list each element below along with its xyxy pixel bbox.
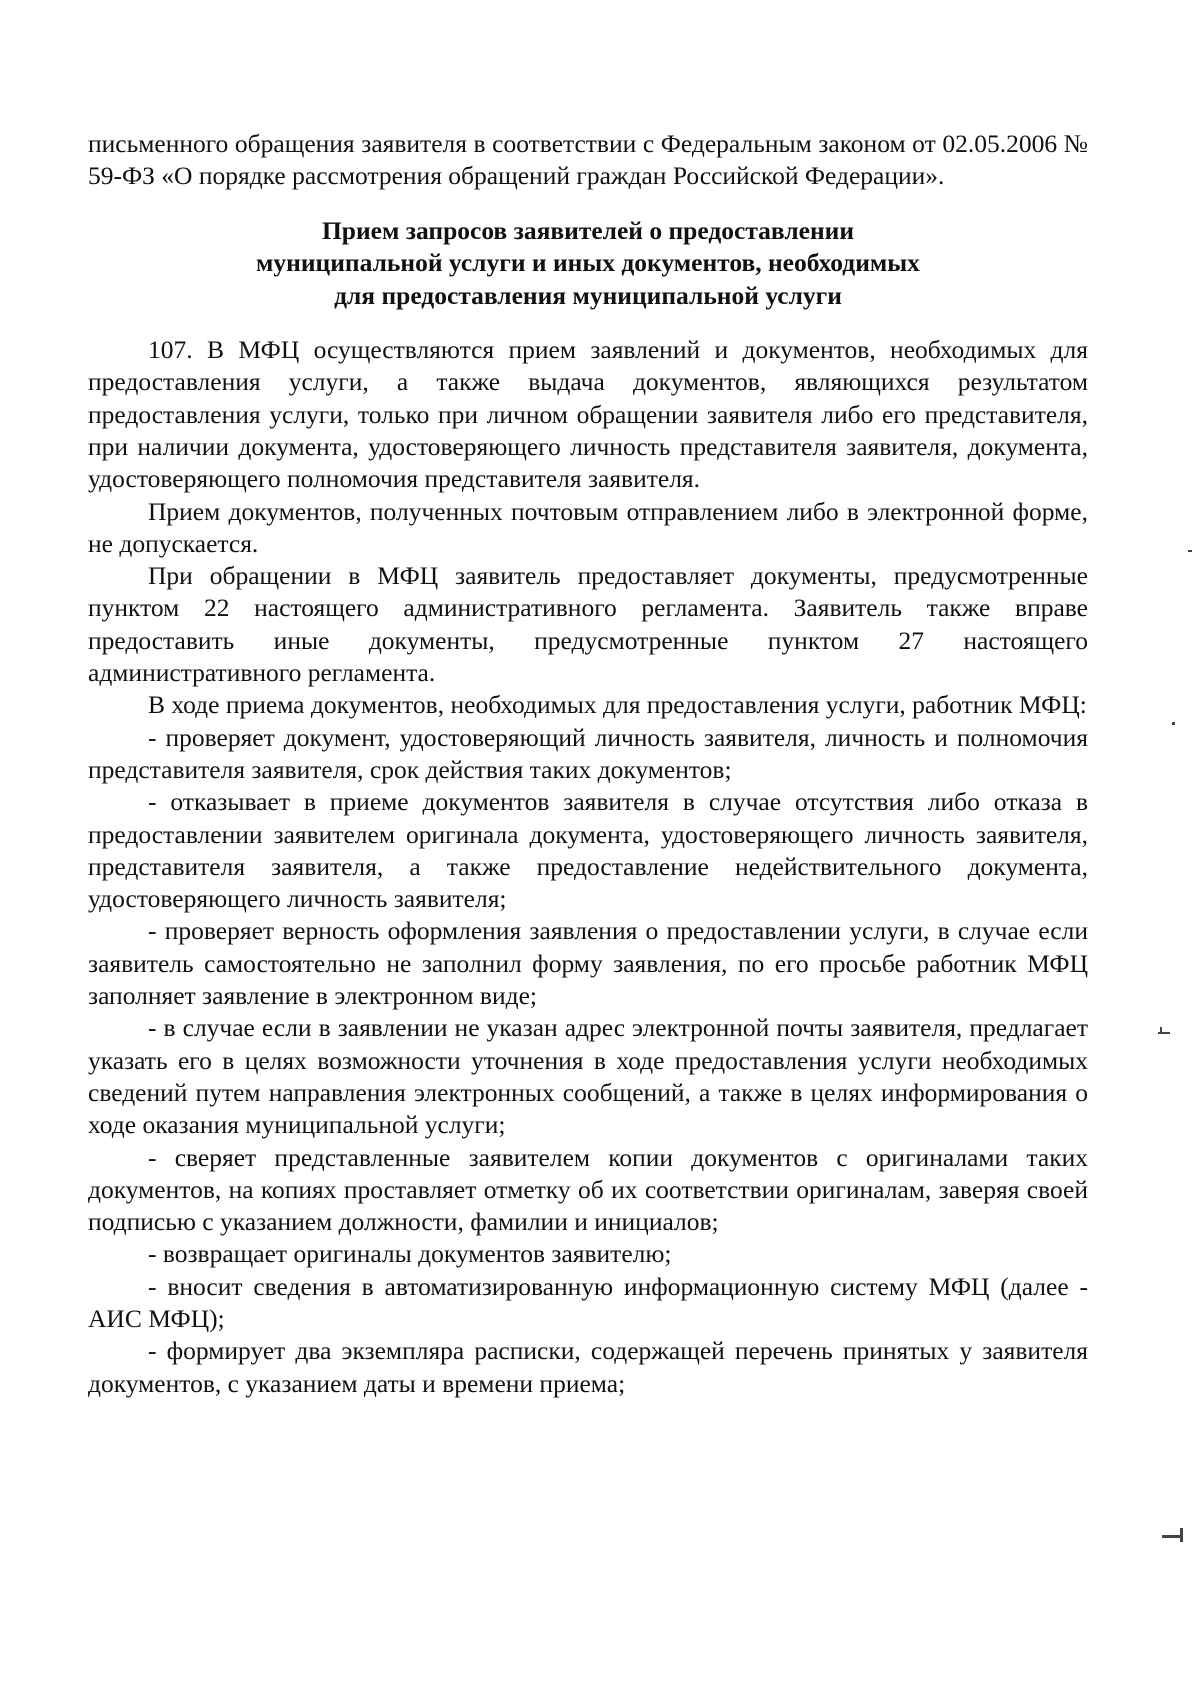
list-item: - вносит сведения в автоматизированную информационную систему МФЦ (далее - АИС МФЦ);	[88, 1271, 1088, 1333]
list-item: - в случае если в заявлении не указан адрес электронной почты заявителя, предлагает указать его в целях возможности уточнения в ходе предоставления услуги необходимых сведений путем направления электронных сообщений, а также в целях информирования о ходе оказания муниципальной услуги;	[88, 1013, 1088, 1140]
scan-artifact	[1162, 1535, 1182, 1538]
scan-artifact	[1188, 550, 1192, 552]
paragraph: При обращении в МФЦ заявитель предоставляет документы, предусмотренные пунктом 22 настоящего административного регламента. Заявитель также вправе предоставить иные документы, предусмотренные пунктом 27 настоящего административного регламента.	[88, 561, 1088, 688]
heading-line-3: для предоставления муниципальной услуги	[334, 280, 842, 310]
heading-line-1: Прием запросов заявителей о предоставлении	[321, 215, 855, 245]
scan-artifact	[1172, 722, 1175, 725]
paragraph: В ходе приема документов, необходимых для предоставления услуги, работник МФЦ:	[148, 690, 1087, 720]
list-item: - возвращает оригиналы документов заявителю;	[148, 1239, 672, 1269]
paragraph-107: 107. В МФЦ осуществляются прием заявлений и документов, необходимых для предоставления услуги, а также выдача документов, являющихся результатом предоставления услуги, только при личном обращении заявителя либо его представителя, при наличии документа, удостоверяющего личность представителя заявителя, документа, удостоверяющего полномочия представителя заявителя.	[88, 335, 1088, 494]
document-page	[88, 128, 1088, 1400]
scan-artifact	[1160, 1027, 1162, 1033]
list-item: - проверяет верность оформления заявления о предоставлении услуги, в случае если заявитель самостоятельно не заполнил форму заявления, по его просьбе работник МФЦ заполняет заявление в электронном виде;	[88, 916, 1088, 1011]
heading-line-2: муниципальной услуги и иных документов, необходимых	[256, 248, 920, 278]
list-item: - сверяет представленные заявителем копии документов с оригиналами таких документов, на копиях проставляет отметку об их соответствии оригиналам, заверяя своей подписью с указанием должности, фамилии и инициалов;	[88, 1142, 1088, 1237]
list-item: - формирует два экземпляра расписки, содержащей перечень принятых у заявителя документов, с указанием даты и времени приема;	[88, 1336, 1088, 1398]
section-heading	[88, 215, 1088, 313]
intro-paragraph: письменного обращения заявителя в соответствии с Федеральным законом от 02.05.2006 № 59-ФЗ «О порядке рассмотрения обращений граждан Российской Федерации».	[88, 129, 1088, 191]
list-item: - отказывает в приеме документов заявителя в случае отсутствия либо отказа в предоставлении заявителем оригинала документа, удостоверяющего личность заявителя, представителя заявителя, а также предоставление недействительного документа, удостоверяющего личность заявителя;	[88, 787, 1088, 914]
scan-artifact	[1180, 1528, 1183, 1542]
list-item: - проверяет документ, удостоверяющий личность заявителя, личность и полномочия представителя заявителя, срок действия таких документов;	[88, 722, 1088, 784]
paragraph: Прием документов, полученных почтовым отправлением либо в электронной форме, не допускается.	[88, 496, 1088, 558]
